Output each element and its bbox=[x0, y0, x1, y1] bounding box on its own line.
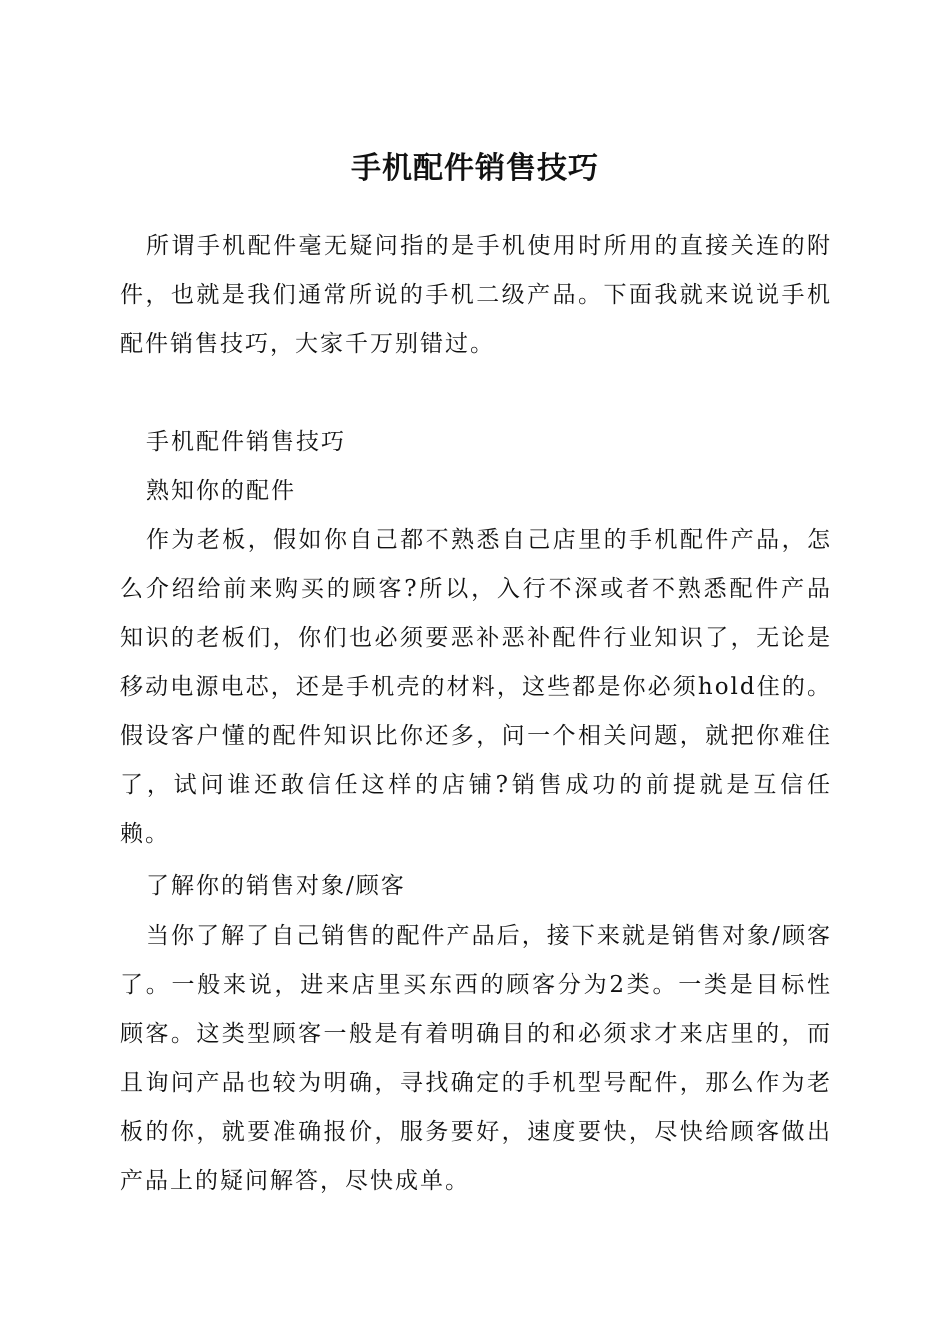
section-heading: 手机配件销售技巧 bbox=[146, 429, 346, 455]
paragraph-know-customers: 当你了解了自己销售的配件产品后，接下来就是销售对象/顾客了。一般来说，进来店里买东西的顾客分为2类。一类是目标性顾客。这类型顾客一般是有着明确目的和必须求才来店里的，而且询问产品也较为明确，寻找确定的手机型号配件，那么作为老板的你，就要准确报价，服务要好，速度要快，尽快给顾客做出产品上的疑问解答，尽快成单。 bbox=[120, 923, 832, 1194]
intro-paragraph: 所谓手机配件毫无疑问指的是手机使用时所用的直接关连的附件，也就是我们通常所说的手机二级产品。下面我就来说说手机配件销售技巧，大家千万别错过。 bbox=[120, 233, 832, 357]
document-title: 手机配件销售技巧 bbox=[351, 151, 599, 186]
paragraph-know-accessories: 作为老板，假如你自己都不熟悉自己店里的手机配件产品，怎么介绍给前来购买的顾客?所以，入行不深或者不熟悉配件产品知识的老板们，你们也必须要恶补恶补配件行业知识了，无论是移动电源电芯，还是手机壳的材料，这些都是你必须hold住的。假设客户懂的配件知识比你还多，问一个相关问题，就把你难住了，试问谁还敢信任这样的店铺?销售成功的前提就是互信任赖。 bbox=[120, 527, 832, 847]
subheading-know-customers: 了解你的销售对象/顾客 bbox=[146, 873, 406, 899]
subheading-know-accessories: 熟知你的配件 bbox=[146, 478, 296, 504]
